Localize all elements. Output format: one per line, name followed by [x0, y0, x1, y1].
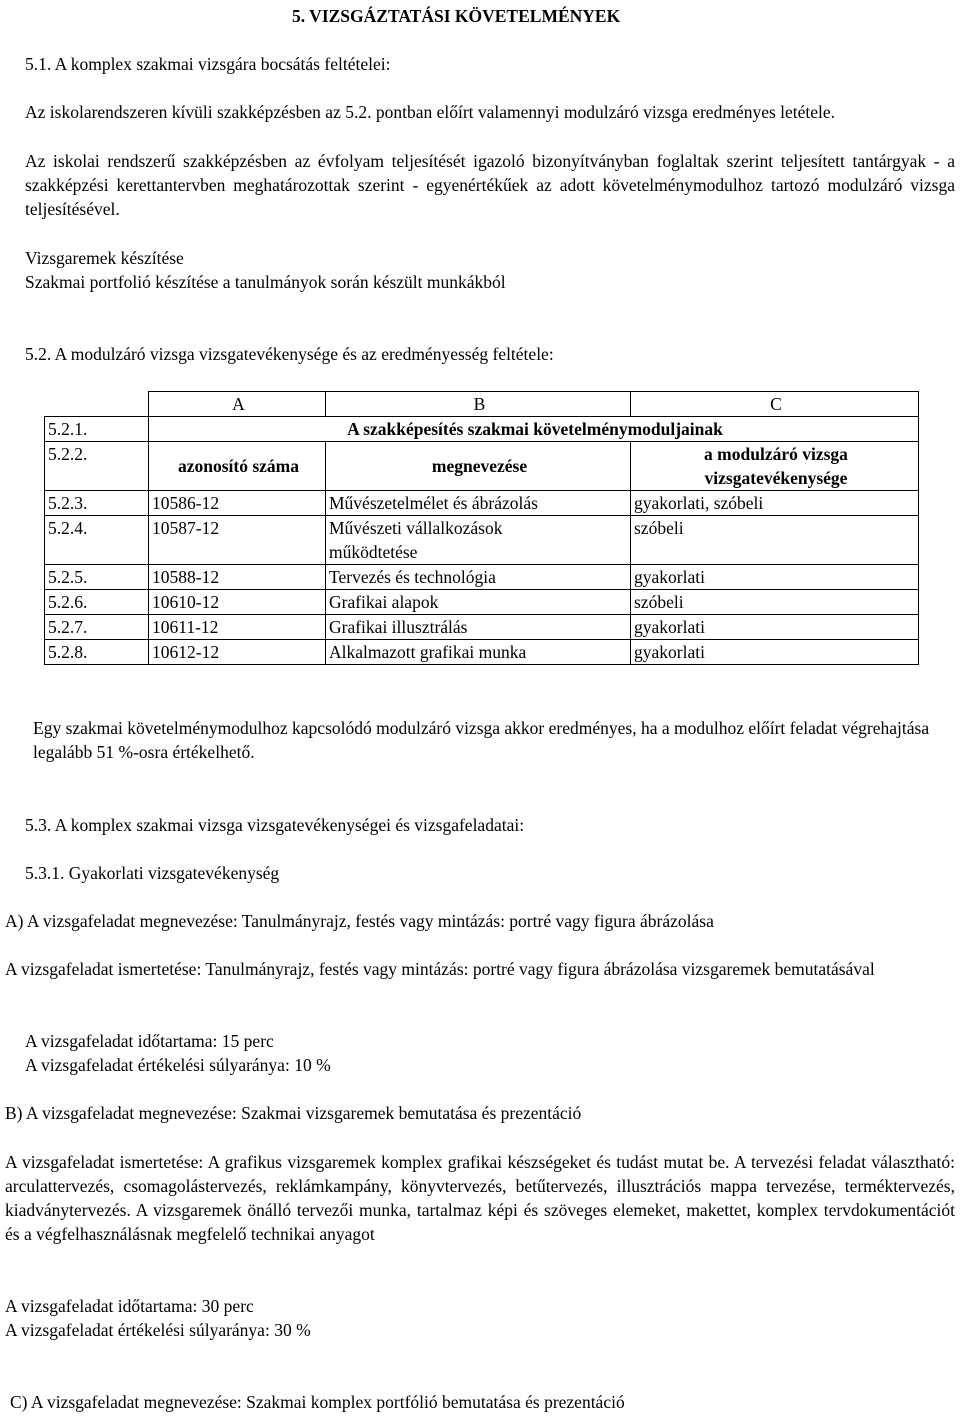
task-b-duration: A vizsgafeladat időtartama: 30 perc [5, 1296, 254, 1316]
row-number: 5.2.8. [45, 640, 149, 665]
module-name: Alkalmazott grafikai munka [326, 640, 631, 665]
module-activity: szóbeli [631, 590, 919, 615]
module-name: Grafikai illusztrálás [326, 615, 631, 640]
requirement-line-1: Vizsgaremek készítése [25, 248, 184, 268]
module-id: 10610-12 [149, 590, 326, 615]
module-activity: szóbeli [631, 516, 919, 565]
table-row [45, 615, 919, 640]
module-id: 10612-12 [149, 640, 326, 665]
task-b-description: A vizsgafeladat ismertetése: A grafikus vizsgaremek komplex grafikai készségeket és tudást mutat be. A tervezési feladat választható: arculattervezés, csomagolástervezés, reklámkampány, könyvtervezés, betűtervezés, illusztrációs mappa tervezése, terméktervezés, kiadványtervezés. A vizsgaremek önálló tervezői munka, tartalmaz képi és szöveges elemeket, makettet, komplex tervdokumentációt és a végfelhasználásnak megfelelő technikai anyagot [5, 1152, 955, 1244]
module-table [44, 391, 919, 665]
task-a-duration: A vizsgafeladat időtartama: 15 perc [25, 1031, 274, 1051]
paragraph-school: Az iskolai rendszerű szakképzésben az évfolyam teljesítését igazoló bizonyítványban foglaltak szerint teljesített tantárgyak - a szakképzési kerettantervben meghatározottak szerint - egyenértékűek az adott követelménymodulhoz tartozó modulzáró vizsga teljesítésével. [25, 151, 955, 219]
module-name: Művészetelmélet és ábrázolás [326, 491, 631, 516]
row-number: 5.2.1. [45, 417, 149, 442]
module-id: 10586-12 [149, 491, 326, 516]
col-letter-c: C [631, 392, 919, 417]
table-row [45, 491, 919, 516]
row-number: 5.2.4. [45, 516, 149, 565]
table-row [45, 516, 919, 565]
row-number: 5.2.2. [45, 442, 149, 491]
module-activity: gyakorlati [631, 615, 919, 640]
table-row [45, 442, 919, 491]
task-c-name: C) A vizsgafeladat megnevezése: Szakmai komplex portfólió bemutatása és prezentáció [10, 1392, 625, 1412]
paragraph-non-school: Az iskolarendszeren kívüli szakképzésben az 5.2. pontban előírt valamennyi modulzáró vizsga eredményes letétele. [25, 102, 836, 122]
table-row [45, 417, 919, 442]
header-name: megnevezése [326, 442, 631, 491]
col-letter-a: A [149, 392, 326, 417]
table-row [45, 640, 919, 665]
module-activity: gyakorlati [631, 565, 919, 590]
module-activity: gyakorlati [631, 640, 919, 665]
task-a-weight: A vizsgafeladat értékelési súlyaránya: 10 % [25, 1055, 331, 1075]
section-5-2-title: 5.2. A modulzáró vizsga vizsgatevékenysége és az eredményesség feltétele: [25, 344, 554, 364]
row-number: 5.2.6. [45, 590, 149, 615]
table-corner [45, 392, 149, 417]
table-row [45, 565, 919, 590]
module-name: Grafikai alapok [326, 590, 631, 615]
module-activity: gyakorlati, szóbeli [631, 491, 919, 516]
task-b-weight: A vizsgafeladat értékelési súlyaránya: 30 % [5, 1320, 311, 1340]
task-a-name: A) A vizsgafeladat megnevezése: Tanulmányrajz, festés vagy mintázás: portré vagy figura ábrázolása [5, 911, 714, 931]
row-number: 5.2.7. [45, 615, 149, 640]
success-note: Egy szakmai követelménymodulhoz kapcsolódó modulzáró vizsga akkor eredményes, ha a modulhoz előírt feladat végrehajtása legalább 51 %-osra értékelhető. [33, 718, 930, 762]
module-id: 10611-12 [149, 615, 326, 640]
task-b-name: B) A vizsgafeladat megnevezése: Szakmai vizsgaremek bemutatása és prezentáció [5, 1103, 582, 1123]
row-number: 5.2.3. [45, 491, 149, 516]
col-letter-b: B [326, 392, 631, 417]
requirement-line-2: Szakmai portfolió készítése a tanulmányok során készült munkákból [25, 272, 506, 292]
task-a-description: A vizsgafeladat ismertetése: Tanulmányrajz, festés vagy mintázás: portré vagy figura ábrázolása vizsgaremek bemutatásával [5, 959, 875, 979]
section-5-3-title: 5.3. A komplex szakmai vizsga vizsgatevékenységei és vizsgafeladatai: [25, 815, 525, 835]
module-id: 10588-12 [149, 565, 326, 590]
module-id: 10587-12 [149, 516, 326, 565]
module-name: Művészeti vállalkozások működtetése [326, 516, 631, 565]
module-name: Tervezés és technológia [326, 565, 631, 590]
row-number: 5.2.5. [45, 565, 149, 590]
table-row [45, 590, 919, 615]
table-row [45, 392, 919, 417]
section-5-3-1-title: 5.3.1. Gyakorlati vizsgatevékenység [25, 863, 280, 883]
table-title: A szakképesítés szakmai követelménymoduljainak [149, 417, 919, 442]
section-5-1-title: 5.1. A komplex szakmai vizsgára bocsátás feltételei: [25, 54, 391, 74]
header-activity: a modulzáró vizsga vizsgatevékenysége [631, 442, 919, 491]
section-heading: 5. VIZSGÁZTATÁSI KÖVETELMÉNYEK [292, 6, 621, 26]
header-id: azonosító száma [149, 442, 326, 491]
